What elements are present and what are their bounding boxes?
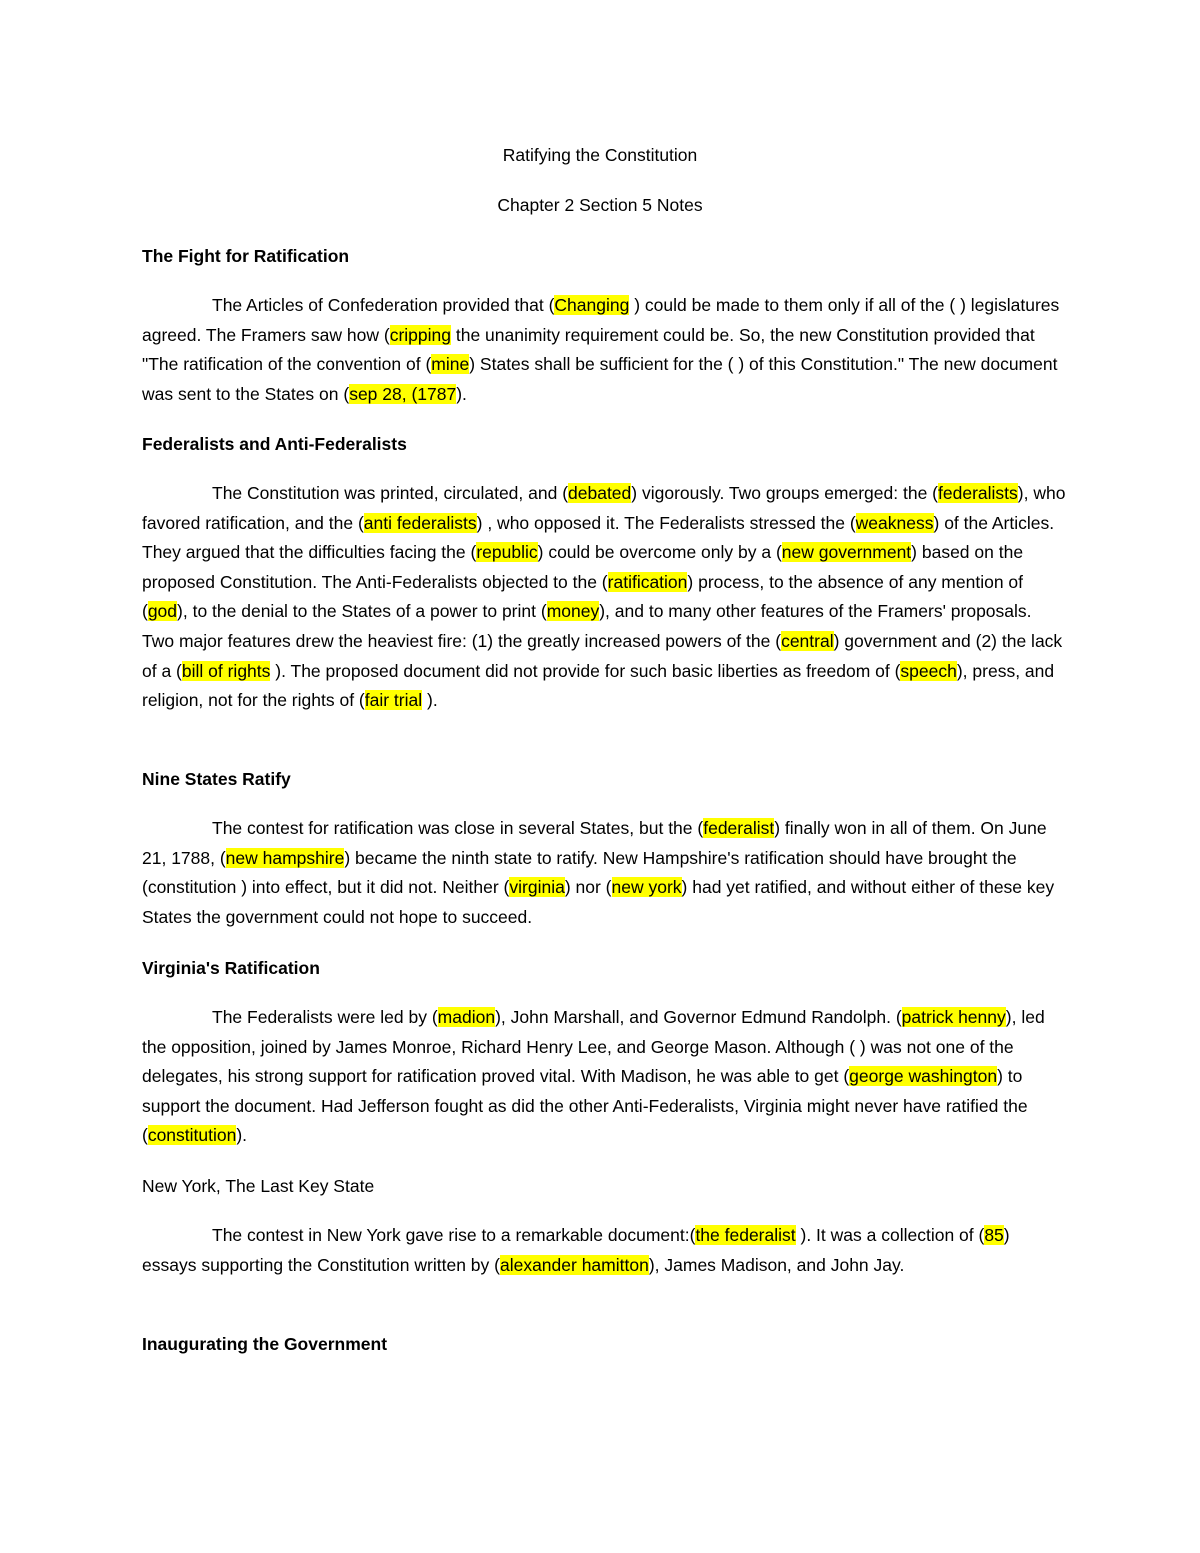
section-heading-nine-states-ratify: Nine States Ratify [142,769,291,789]
highlighted-answer: anti federalists [363,512,477,533]
highlighted-answer: federalists [938,483,1018,503]
paragraph-text: ), to the denial to the States of a power to print ( [177,601,547,622]
section-heading-virginia-ratification: Virginia's Ratification [142,958,320,978]
paragraph-text: ). [422,690,438,711]
highlighted-answer: the federalist [695,1225,796,1245]
section-heading-federalists: Federalists and Anti-Federalists [142,434,407,454]
highlighted-answer: cripping [389,324,451,345]
highlighted-answer: federalist [703,818,775,838]
highlighted-answer: weakness [855,512,934,533]
paragraph-text: ), James Madison, and John Jay. [648,1254,905,1275]
paragraph-text: ) vigorously. Two groups emerged: the ( [631,483,939,503]
paragraph-text: ) could be overcome only by a ( [537,542,782,563]
paragraph-text: ) based on the proposed Constitution. The Anti-Federalists objected to the ( [142,542,1024,592]
highlighted-answer: new york [611,877,682,898]
highlighted-answer: ratification [607,571,688,592]
highlighted-answer: republic [476,542,538,563]
paragraph-text: ) finally won in all of them. On June 21, 1788, ( [142,818,1047,868]
paragraph-text: ), who favored ratification, and the ( [142,483,1066,533]
section-heading-inaugurating-government: Inaugurating the Government [142,1334,388,1354]
paragraph-text: ) nor ( [564,877,612,898]
section-heading-fight-for-ratification: The Fight for Ratification [142,246,350,266]
paragraph-text: ), John Marshall, and Governor Edmund Randolph. ( [495,1007,902,1027]
paragraph-text: ). It was a collection of ( [795,1225,985,1245]
paragraph-text: ), and to many other features of the Framers' proposals. Two major features drew the heaviest fire: (1) the greatly increased powers of the ( [142,601,1032,651]
paragraph-text: The Articles of Confederation provided that ( [212,295,555,315]
section-paragraph-nine-states-ratify [142,814,1066,932]
highlighted-answer: george washington [849,1066,998,1087]
document-subtitle: Chapter 2 Section 5 Notes [497,195,703,215]
highlighted-answer: central [781,630,834,651]
document-title: Ratifying the Constitution [502,145,698,165]
section-heading-new-york: New York, The Last Key State [142,1176,375,1196]
paragraph-text: ). [456,383,467,404]
highlighted-answer: sep 28, (1787 [349,383,457,404]
paragraph-text: ). [236,1125,248,1146]
highlighted-answer: 85 [984,1225,1004,1245]
paragraph-text: ) to support the document. Had Jefferson fought as did the other Anti-Federalists, Virginia might never have ratified the ( [142,1066,1028,1146]
paragraph-text: ) of the Articles. They argued that the difficulties facing the ( [142,512,1055,563]
paragraph-text: ), press, and religion, not for the rights of ( [142,660,1055,711]
section-paragraph-new-york [142,1221,1066,1280]
paragraph-text: ) process, to the absence of any mention of ( [142,571,1024,622]
highlighted-answer: constitution [147,1125,237,1146]
paragraph-text: ) became the ninth state to ratify. New Hampshire's ratification should have brought the (constitution ) into effect, but it did not. Neither ( [142,847,1017,898]
highlighted-answer: new hampshire [225,847,345,868]
highlighted-answer: virginia [509,877,565,898]
section-paragraph-virginia-ratification [142,1003,1066,1151]
highlighted-answer: fair trial [364,690,423,711]
paragraph-text: The Constitution was printed, circulated, and ( [212,483,569,503]
paragraph-text: The contest for ratification was close in several States, but the ( [212,818,704,838]
highlighted-answer: speech [900,660,957,681]
paragraph-text: the unanimity requirement could be. So, the new Constitution provided that "The ratification of the convention of ( [142,324,1035,375]
paragraph-text: ) essays supporting the Constitution written by ( [142,1225,1010,1275]
highlighted-answer: alexander hamitton [499,1254,649,1275]
paragraph-text: The contest in New York gave rise to a remarkable document:( [212,1225,696,1245]
paragraph-text: ) States shall be sufficient for the ( ) of this Constitution." The new document was sent to the States on ( [142,354,1058,404]
section-paragraph-fight-for-ratification [142,291,1066,409]
paragraph-text: ) government and (2) the lack of a ( [142,630,1063,681]
paragraph-text: ). The proposed document did not provide for such basic liberties as freedom of ( [270,660,901,681]
highlighted-answer: god [147,601,178,622]
paragraph-text: The Federalists were led by ( [212,1007,438,1027]
paragraph-text: ) could be made to them only if all of the ( ) legislatures agreed. The Framers saw how ( [142,295,1060,345]
highlighted-answer: new government [781,542,912,563]
paragraph-text: ), led the opposition, joined by James Monroe, Richard Henry Lee, and George Mason. Although ( ) was not one of the delegates, his strong support for ratification proved vital. With Madison, he was able to get ( [142,1007,1045,1087]
highlighted-answer: debated [568,483,632,503]
highlighted-answer: money [546,601,600,622]
paragraph-text: ) , who opposed it. The Federalists stressed the ( [476,512,856,533]
highlighted-answer: madion [437,1007,496,1027]
paragraph-text: ) had yet ratified, and without either of these key States the government could not hope to succeed. [142,877,1055,927]
highlighted-answer: Changing [554,295,630,315]
highlighted-answer: mine [431,354,470,375]
highlighted-answer: patrick henny [901,1007,1006,1027]
section-paragraph-federalists [142,479,1066,716]
highlighted-answer: bill of rights [181,660,271,681]
